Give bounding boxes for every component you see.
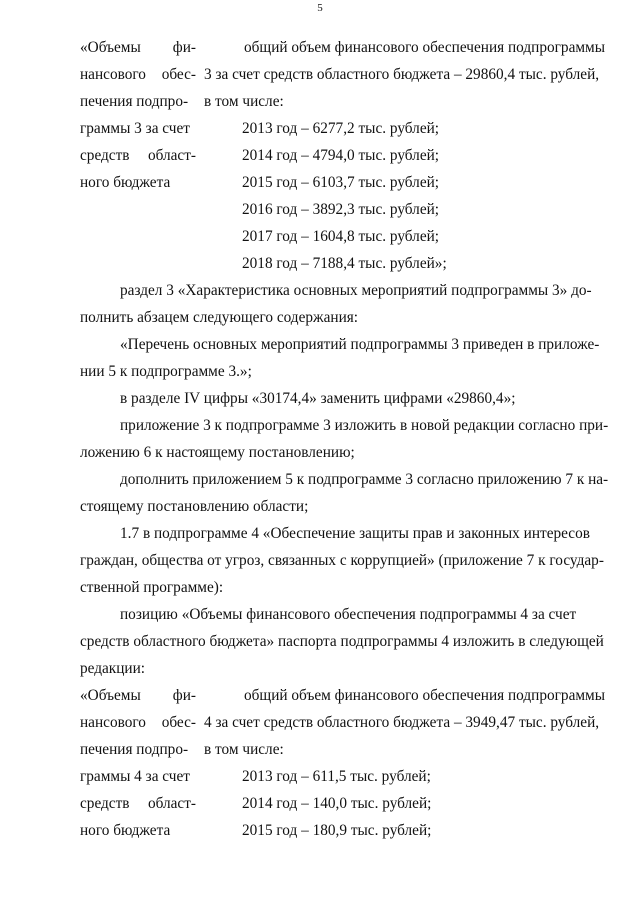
block1-intro-line: 3 за счет средств областного бюджета – 29860,4 тыс. рублей,: [204, 66, 600, 83]
paragraph-line: «Перечень основных мероприятий подпрограммы 3 приведен в приложе-: [120, 336, 600, 353]
paragraph-line: раздел 3 «Характеристика основных мероприятий подпрограммы 3» до-: [120, 282, 592, 299]
block1-year-line: 2013 год – 6277,2 тыс. рублей;: [242, 120, 440, 137]
block1-left-line: ного бюджета: [80, 174, 171, 191]
block2-left-line: средств област-: [80, 795, 196, 812]
block2-left-line: граммы 4 за счет: [80, 768, 190, 785]
block1-year-line: 2016 год – 3892,3 тыс. рублей;: [242, 201, 440, 218]
block1-left-line: средств област-: [80, 147, 196, 164]
block2-year-line: 2013 год – 611,5 тыс. рублей;: [242, 768, 431, 785]
paragraph-line: ложению 6 к настоящему постановлению;: [80, 444, 355, 461]
block1-left-line: нансового обес-: [80, 66, 196, 83]
paragraph-line: приложение 3 к подпрограмме 3 изложить в новой редакции согласно при-: [120, 417, 609, 434]
paragraph-line: дополнить приложением 5 к подпрограмме 3 согласно приложению 7 к на-: [120, 471, 609, 488]
block2-left-line: «Объемы фи-: [80, 687, 196, 704]
paragraph-line: нии 5 к подпрограмме 3.»;: [80, 363, 252, 380]
paragraph-line: 1.7 в подпрограмме 4 «Обеспечение защиты прав и законных интересов: [120, 525, 590, 542]
block1-left-line: граммы 3 за счет: [80, 120, 190, 137]
paragraph-line: в разделе IV цифры «30174,4» заменить цифрами «29860,4»;: [120, 390, 516, 407]
paragraph-line: средств областного бюджета» паспорта подпрограммы 4 изложить в следующей: [80, 633, 604, 650]
block2-intro-line: в том числе:: [204, 741, 284, 758]
block2-intro-line: 4 за счет средств областного бюджета – 3949,47 тыс. рублей,: [204, 714, 600, 731]
block1-year-line: 2018 год – 7188,4 тыс. рублей»;: [242, 255, 447, 272]
block1-left-line: «Объемы фи-: [80, 39, 196, 56]
page-number: 5: [317, 2, 323, 14]
block1-year-line: 2017 год – 1604,8 тыс. рублей;: [242, 228, 440, 245]
paragraph-line: ственной программе):: [80, 579, 224, 596]
block2-left-line: нансового обес-: [80, 714, 196, 731]
block2-year-line: 2014 год – 140,0 тыс. рублей;: [242, 795, 432, 812]
block2-year-line: 2015 год – 180,9 тыс. рублей;: [242, 822, 432, 839]
paragraph-line: граждан, общества от угроз, связанных с коррупцией» (приложение 7 к государ-: [80, 552, 604, 569]
paragraph-line: редакции:: [80, 660, 146, 677]
block2-intro-line: общий объем финансового обеспечения подпрограммы: [244, 687, 606, 704]
block1-intro-line: общий объем финансового обеспечения подпрограммы: [244, 39, 606, 56]
block1-year-line: 2015 год – 6103,7 тыс. рублей;: [242, 174, 440, 191]
paragraph-line: полнить абзацем следующего содержания:: [80, 309, 359, 326]
paragraph-line: стоящему постановлению области;: [80, 498, 309, 515]
block1-intro-line: в том числе:: [204, 93, 284, 110]
block2-left-line: печения подпро-: [80, 741, 189, 758]
block1-year-line: 2014 год – 4794,0 тыс. рублей;: [242, 147, 440, 164]
block2-left-line: ного бюджета: [80, 822, 171, 839]
block1-left-line: печения подпро-: [80, 93, 189, 110]
paragraph-line: позицию «Объемы финансового обеспечения подпрограммы 4 за счет: [120, 606, 577, 623]
